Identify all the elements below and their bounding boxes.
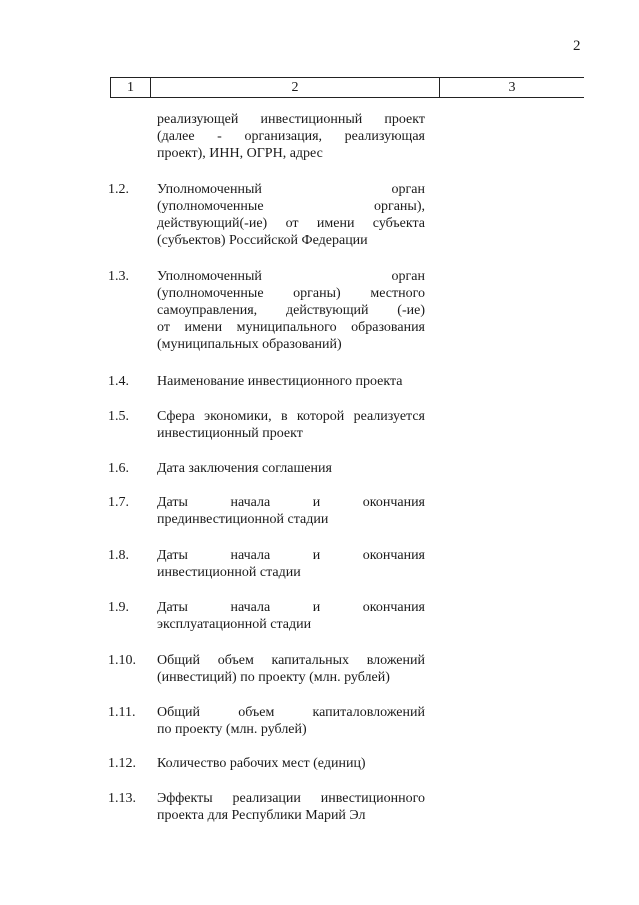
row-text: Дата заключения соглашения xyxy=(157,461,332,476)
row-text: Общий объем капиталовложений по проекту (млн. рублей) xyxy=(157,705,425,737)
table-header-col-1: 1 xyxy=(110,78,151,97)
row-number: 1.4. xyxy=(108,374,129,389)
row-number: 1.3. xyxy=(108,269,129,284)
row-text: Даты начала и окончания прединвестиционной стадии xyxy=(157,495,425,527)
row-number: 1.5. xyxy=(108,409,129,424)
row-text: Уполномоченный орган (уполномоченные органы), действующий(-ие) от имени субъекта (субъектов) Российской Федерации xyxy=(157,182,425,248)
row-number: 1.11. xyxy=(108,705,136,720)
row-number: 1.8. xyxy=(108,548,129,563)
row-number: 1.7. xyxy=(108,495,129,510)
row-number: 1.2. xyxy=(108,182,129,197)
row-number: 1.10. xyxy=(108,653,136,668)
row-text: Наименование инвестиционного проекта xyxy=(157,374,403,389)
table-header-col-3: 3 xyxy=(508,79,516,95)
row-text: Даты начала и окончания инвестиционной стадии xyxy=(157,548,425,580)
row-text: Общий объем капитальных вложений (инвестиций) по проекту (млн. рублей) xyxy=(157,653,425,685)
row-text: Даты начала и окончания эксплуатационной стадии xyxy=(157,600,425,632)
row-text: Эффекты реализации инвестиционного проекта для Республики Марий Эл xyxy=(157,791,425,823)
row-text: Количество рабочих мест (единиц) xyxy=(157,756,366,771)
page-number: 2 xyxy=(573,38,581,54)
row-number: 1.12. xyxy=(108,756,136,771)
row-number: 1.13. xyxy=(108,791,136,806)
row-text: Сфера экономики, в которой реализуется инвестиционный проект xyxy=(157,409,425,441)
row-number: 1.6. xyxy=(108,461,129,476)
table-header-row xyxy=(110,77,584,98)
row-text: Уполномоченный орган (уполномоченные органы) местного самоуправления, действующий (-ие) от имени муниципального образования (муниципальных образований) xyxy=(157,269,425,352)
table-header-col-2: 2 xyxy=(151,78,440,97)
row-text: реализующей инвестиционный проект (далее - организация, реализующая проект), ИНН, ОГРН, адрес xyxy=(157,112,425,161)
row-number: 1.9. xyxy=(108,600,129,615)
